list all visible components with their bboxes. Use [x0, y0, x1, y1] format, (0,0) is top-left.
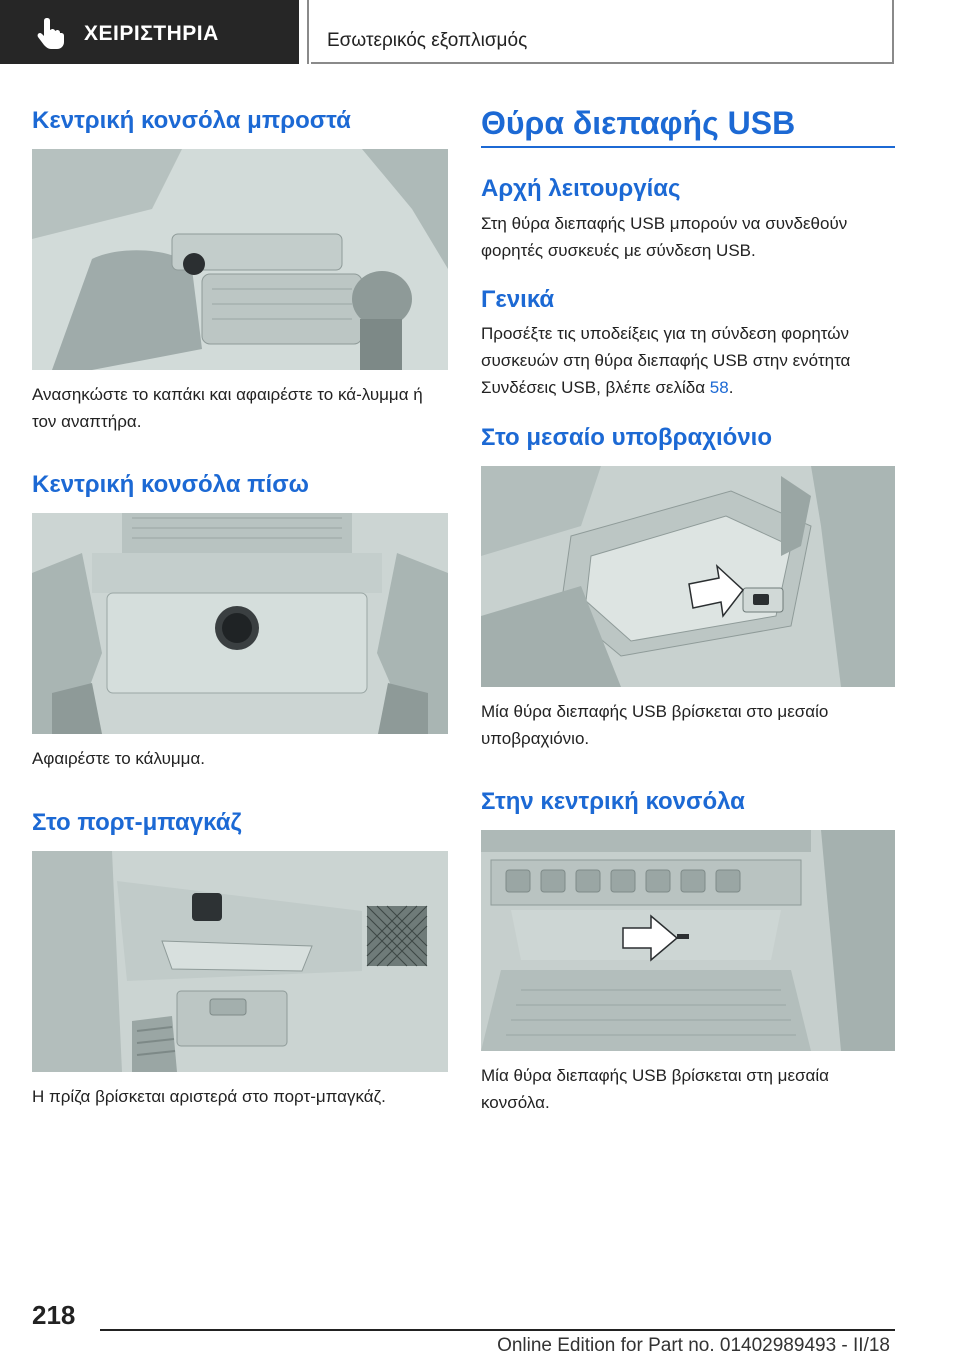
- chapter-tab-label: ΧΕΙΡΙΣΤΗΡΙΑ: [84, 22, 219, 45]
- armrest-usb-image: [481, 466, 895, 687]
- luggage-socket-location: Η πρίζα βρίσκεται αριστερά στο πορτ-μπαγκάζ.: [32, 1087, 386, 1106]
- footer-edition: Online Edition for Part no. 01402989493 - II/18: [497, 1335, 890, 1356]
- general-text: [481, 320, 895, 401]
- chapter-tab[interactable]: [0, 0, 299, 64]
- principle-text: Στη θύρα διεπαφής USB μπορούν να συνδεθούν φορητές συσκευές με σύνδεση USB.: [481, 214, 848, 260]
- armrest-usb-text: Μία θύρα διεπαφής USB βρίσκεται στο μεσαίο υποβραχιόνιο.: [481, 702, 829, 748]
- header-breadcrumb-box: [311, 0, 894, 64]
- title-underline: [481, 146, 895, 148]
- hand-pointer-icon: [36, 16, 66, 50]
- general-text-body: Προσέξτε τις υποδείξεις για τη σύνδεση φορητών συσκευών στη θύρα διεπαφής USB στην ενότητα Συνδέσεις USB, βλέπε σελίδα: [481, 324, 851, 397]
- header-divider: [307, 0, 309, 64]
- center-console-usb-text: Μία θύρα διεπαφής USB βρίσκεται στη μεσαία κονσόλα.: [481, 1066, 829, 1112]
- page-link-58[interactable]: 58: [709, 378, 729, 397]
- section-title-center-console: Στην κεντρική κονσόλα: [481, 788, 745, 815]
- luggage-socket-image: [32, 851, 448, 1072]
- breadcrumb[interactable]: Εσωτερικός εξοπλισμός: [327, 30, 528, 51]
- front-console-instructions: Ανασηκώστε το καπάκι και αφαιρέστε το κά‐λυμμα ή τον αναπτήρα.: [32, 385, 423, 431]
- section-title-luggage: Στο πορτ-μπαγκάζ: [32, 809, 242, 836]
- rear-console-instructions: Αφαιρέστε το κάλυμμα.: [32, 749, 206, 768]
- section-title-principle: Αρχή λειτουργίας: [481, 175, 681, 202]
- page-number: 218: [32, 1300, 76, 1330]
- section-title-rear-console: Κεντρική κονσόλα πίσω: [32, 471, 309, 498]
- section-title-general: Γενικά: [481, 286, 555, 313]
- general-text-end: .: [728, 378, 734, 397]
- section-title-front-console: Κεντρική κονσόλα μπροστά: [32, 107, 351, 134]
- section-title-armrest: Στο μεσαίο υποβραχιόνιο: [481, 424, 773, 451]
- center-console-usb-image: [481, 830, 895, 1051]
- rear-console-image: [32, 513, 448, 734]
- usb-section-title: Θύρα διεπαφής USB: [481, 105, 796, 141]
- front-console-image: [32, 149, 448, 370]
- footer-rule: [100, 1329, 895, 1331]
